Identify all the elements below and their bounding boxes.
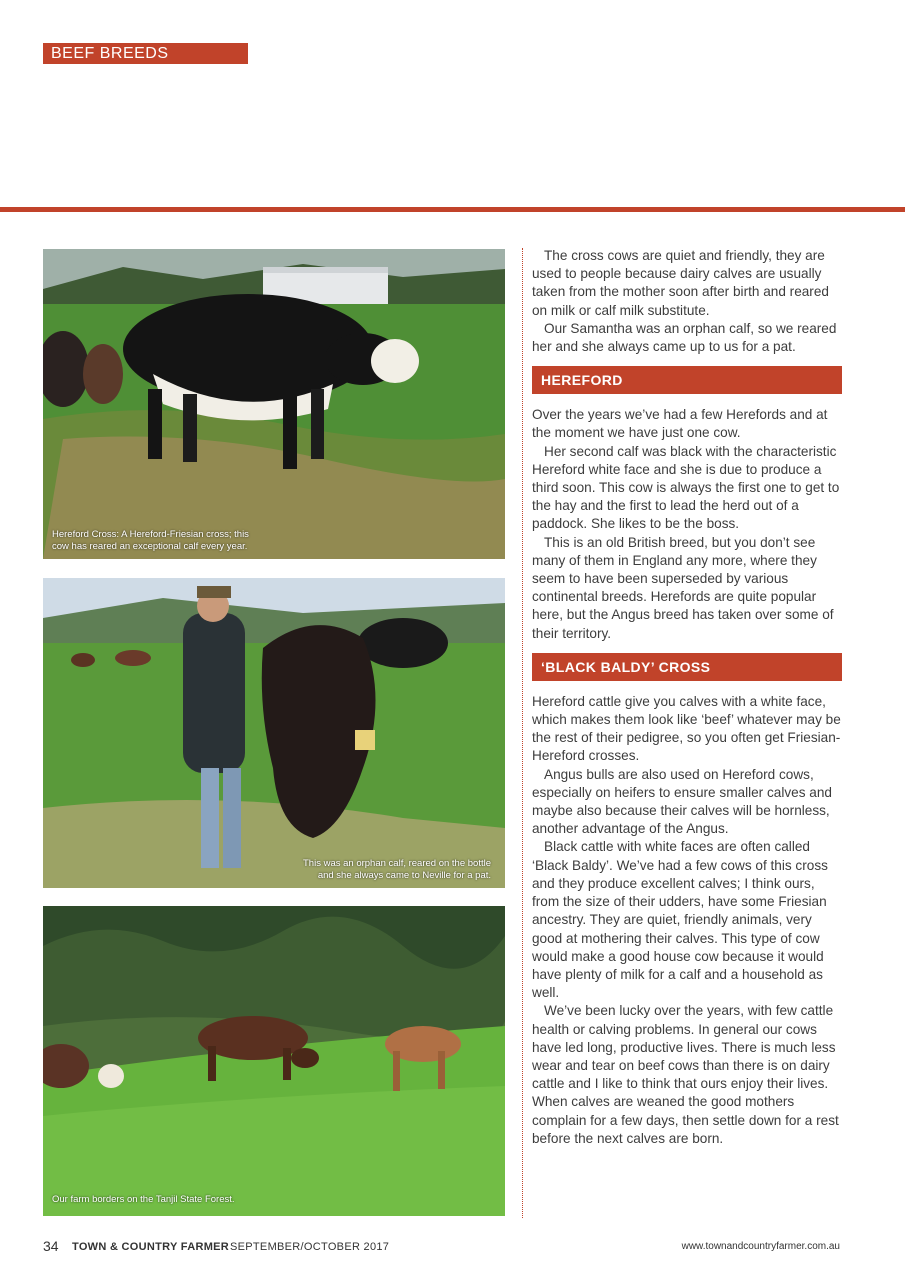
photo-hereford-cross xyxy=(43,249,505,559)
header-rule xyxy=(0,207,905,212)
article-column xyxy=(532,247,842,1148)
photo-caption: This was an orphan calf, reared on the bottle and she always came to Neville for a pat. xyxy=(303,858,492,881)
paragraph: Over the years we’ve had a few Herefords and at the moment we have just one cow. xyxy=(532,407,828,441)
magazine-title: TOWN & COUNTRY FARMER xyxy=(72,1241,230,1253)
paragraph: Angus bulls are also used on Hereford cows, especially on heifers to ensure smaller calves and maybe also because their calves will be hornless, another advantage of the Angus. xyxy=(532,766,832,837)
page-number: 34 xyxy=(43,1238,59,1254)
paragraph: Our Samantha was an orphan calf, so we reared her and she always came up to us for a pat. xyxy=(532,320,837,355)
paragraph: We’ve been lucky over the years, with few cattle health or calving problems. In general our cows have led long, productive lives. There is much less wear and tear on beef cows than there is on dairy cattle and I like to think that ours enjoy their lives. When calves are weaned the good mothers complain for a few days, then settle down for a rest before the next calves are born. xyxy=(532,1003,839,1146)
issue-date: SEPTEMBER/OCTOBER 2017 xyxy=(230,1241,390,1253)
page-footer xyxy=(43,1240,840,1256)
paragraph: The cross cows are quiet and friendly, they are used to people because dairy calves are usually taken from the mother soon after birth and reared on milk or calf milk substitute. xyxy=(532,248,829,318)
section-tag: BEEF BREEDS xyxy=(43,43,248,64)
photo-caption: Our farm borders on the Tanjil State Forest. xyxy=(52,1194,235,1205)
photo-orphan-calf xyxy=(43,578,505,888)
photo-caption: Hereford Cross: A Hereford-Friesian cross; this cow has reared an exceptional calf every year. xyxy=(52,529,249,552)
column-divider xyxy=(522,248,523,1218)
paragraph: Black cattle with white faces are often called ‘Black Baldy’. We’ve had a few cows of this cross and they produce excellent calves; I think ours, from the size of their udders, have some Friesian ancestry. They are quiet, friendly animals, very good at mothering their calves. This type of cow would make a good house cow because it would have plenty of milk for a calf and a household as well. xyxy=(532,839,828,1001)
paragraph: This is an old British breed, but you don’t see many of them in England any more, where they seem to have been superseded by various continental breeds. Herefords are quite popular here, but the Angus breed has taken over some of their territory. xyxy=(532,534,834,641)
subheading-hereford: HEREFORD xyxy=(532,366,842,394)
paragraph: Hereford cattle give you calves with a white face, which makes them look like ‘beef’ whatever may be the rest of their pedigree, so you often get Friesian-Hereford crosses. xyxy=(532,693,841,764)
website-link[interactable]: www.townandcountryfarmer.com.au xyxy=(681,1241,840,1252)
paragraph: Her second calf was black with the characteristic Hereford white face and she is due to produce a third soon. This cow is always the first one to get to the hay and the first to lead the herd out of a paddock. She likes to be the boss. xyxy=(532,443,840,532)
photo-farm-forest xyxy=(43,906,505,1216)
subheading-black-baldy: ‘BLACK BALDY’ CROSS xyxy=(532,653,842,681)
